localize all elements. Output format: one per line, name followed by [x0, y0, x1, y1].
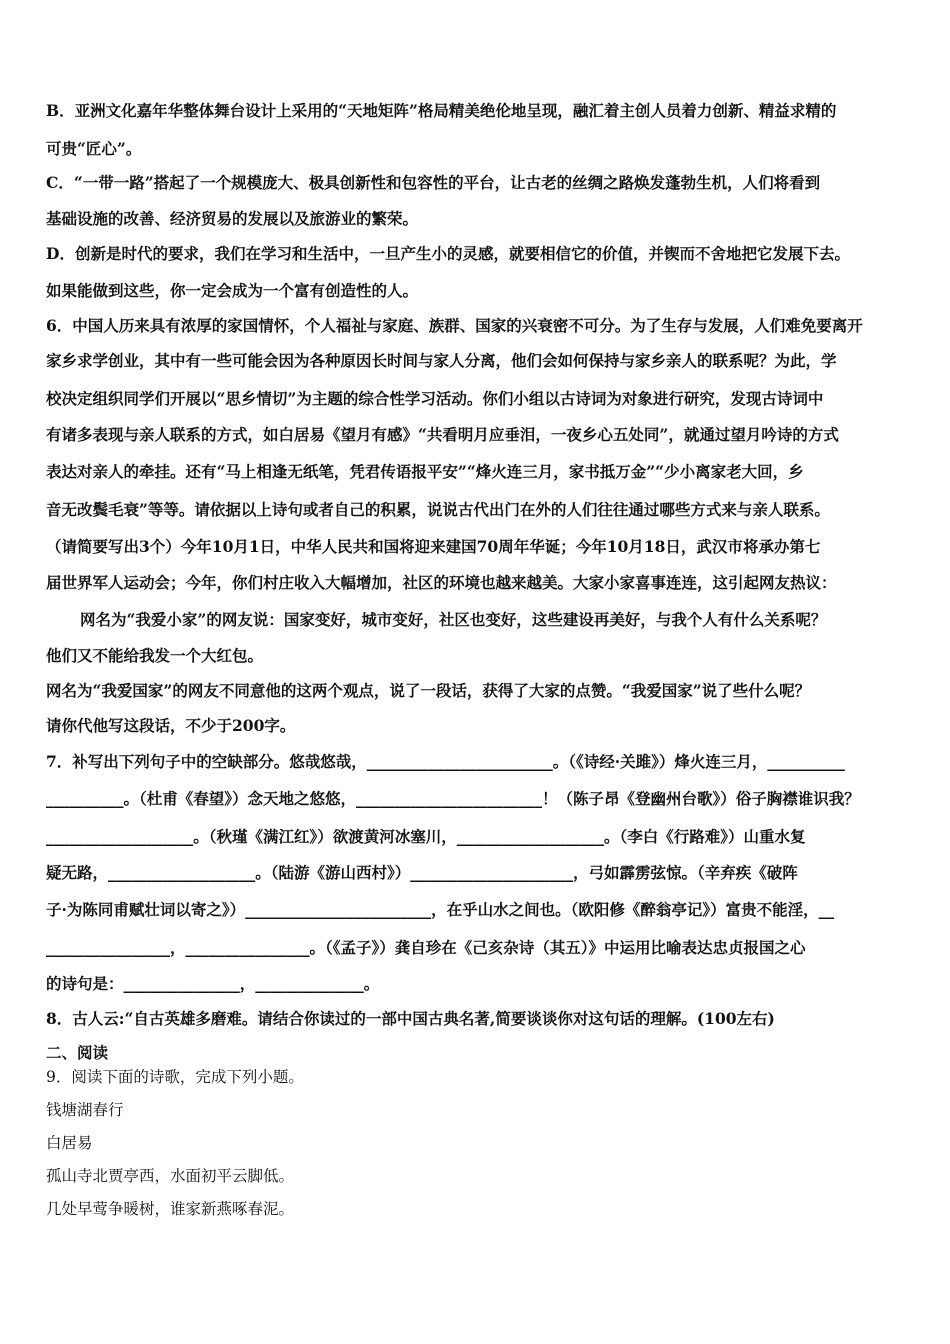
- question-7-line-1: 7．补写出下列句子中的空缺部分。悠哉悠哉，________________________。（《诗经·关雎》）烽火连三月，__________: [46, 752, 845, 771]
- question-6-line-2: 家乡求学创业，其中有一些可能会因为各种原因长时间与家人分离，他们会如何保持与家乡亲人的联系呢？为此，学: [46, 351, 837, 370]
- question-6-line-7: （请简要写出3个）今年10月1日，中华人民共和国将迎来建国70周年华诞；今年10月18日，武汉市将承办第七: [46, 537, 821, 556]
- question-6-line-1: 6．中国人历来具有浓厚的家国情怀，个人福祉与家庭、族群、国家的兴衰密不可分。为了生存与发展，人们难免要离开: [46, 316, 863, 335]
- option-c-line-1: C．“一带一路”搭起了一个规模庞大、极具创新性和包容性的平台，让古老的丝绸之路焕发蓬勃生机，人们将看到: [46, 173, 821, 192]
- poem-title: 钱塘湖春行: [46, 1101, 124, 1119]
- option-b-line-2: 可贵“匠心”。: [46, 139, 142, 158]
- question-7-line-7: 的诗句是：_______________，______________。: [46, 974, 380, 993]
- question-7-line-5: 子·为陈同甫赋壮词以寄之》）________________________，在乎山水之间也。（欧阳修《醉翁亭记》）富贵不能淫，__: [46, 900, 835, 919]
- question-6-line-3: 校决定组织同学们开展以“思乡情切”为主题的综合性学习活动。你们小组以古诗词为对象进行研究，发现古诗词中: [46, 389, 824, 408]
- question-7-line-6: ________________，________________。（《孟子》）龚自珍在《己亥杂诗（其五）》中运用比喻表达忠贞报国之心: [46, 938, 806, 957]
- netizen-quote-line-1: 网名为“我爱小家”的网友说：国家变好，城市变好，社区也变好，这些建设再美好，与我个人有什么关系呢？: [80, 610, 827, 629]
- section-heading-reading: 二、阅读: [46, 1043, 109, 1062]
- question-9-line: 9．阅读下面的诗歌，完成下列小题。: [46, 1068, 304, 1086]
- option-d-line-2: 如果能做到这些，你一定会成为一个富有创造性的人。: [46, 281, 419, 300]
- poem-author: 白居易: [46, 1134, 93, 1152]
- question-6-line-9: 网名为“我爱国家”的网友不同意他的这两个观点，说了一段话，获得了大家的点赞。“我爱国家”说了些什么呢？: [46, 681, 811, 700]
- option-c-line-2: 基础设施的改善、经济贸易的发展以及旅游业的繁荣。: [46, 209, 419, 228]
- question-8-line: 8．古人云:“自古英雄多磨难。请结合你读过的一部中国古典名著,简要谈谈你对这句话的理解。(100左右): [46, 1009, 775, 1028]
- question-6-line-8: 届世界军人运动会；今年，你们村庄收入大幅增加，社区的环境也越来越美。大家小家喜事连连，这引起网友热议：: [46, 573, 837, 592]
- question-6-line-5: 表达对亲人的牵挂。还有“马上相逢无纸笔，凭君传语报平安”“烽火连三月，家书抵万金”“少小离家老大回，乡: [46, 462, 804, 481]
- question-7-line-2: __________。（杜甫《春望》）念天地之悠悠，________________________！（陈子昂《登幽州台歌》）俗子胸襟谁识我？: [46, 789, 860, 808]
- question-6-line-6: 音无改鬓毛衰”等等。请依据以上诗句或者自己的积累，说说古代出门在外的人们往往通过哪些方式来与亲人联系。: [46, 500, 830, 519]
- poem-line-1: 孤山寺北贾亭西，水面初平云脚低。: [46, 1167, 295, 1185]
- question-7-line-3: ___________________。（秋瑾《满江红》）欲渡黄河冰塞川，___________________。（李白《行路难》）山重水复: [46, 827, 806, 846]
- question-7-line-4: 疑无路，___________________。（陆游《游山西村》）_____________________，弓如霹雳弦惊。（辛弃疾《破阵: [46, 863, 798, 882]
- option-b-line-1: B．亚洲文化嘉年华整体舞台设计上采用的“天地矩阵”格局精美绝伦地呈现，融汇着主创人员着力创新、精益求精的: [46, 101, 837, 120]
- netizen-quote-line-2: 他们又不能给我发一个大红包。: [46, 646, 264, 665]
- question-6-line-10: 请你代他写这段话，不少于200字。: [46, 716, 296, 735]
- poem-line-2: 几处早莺争暖树，谁家新燕啄春泥。: [46, 1200, 295, 1218]
- question-6-line-4: 有诸多表现与亲人联系的方式，如白居易《望月有感》“共看明月应垂泪，一夜乡心五处同”，就通过望月吟诗的方式: [46, 425, 839, 444]
- option-d-line-1: D．创新是时代的要求，我们在学习和生活中，一旦产生小的灵感，就要相信它的价值，并锲而不舍地把它发展下去。: [46, 244, 850, 263]
